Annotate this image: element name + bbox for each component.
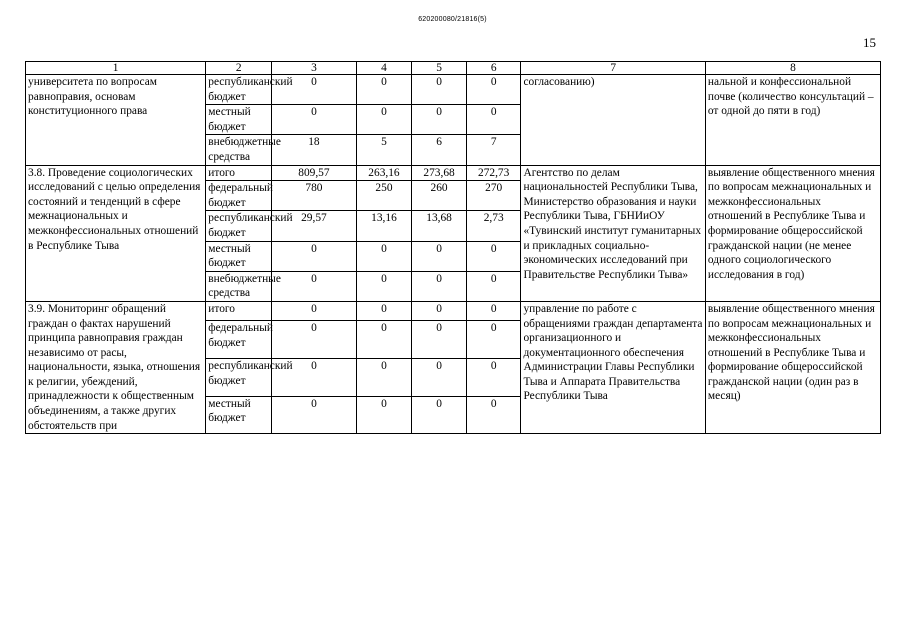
value-cell: 0 bbox=[466, 241, 521, 271]
value-cell: 0 bbox=[356, 358, 412, 396]
activity-cell: университета по вопросам равноправия, основам конституционного права bbox=[26, 75, 206, 166]
column-number: 4 bbox=[356, 62, 412, 75]
value-cell: 0 bbox=[466, 358, 521, 396]
table-row bbox=[26, 165, 881, 181]
value-cell: 0 bbox=[272, 241, 356, 271]
program-table bbox=[25, 61, 881, 434]
result-cell: выявление общественного мнения по вопросам межнациональных и межконфессиональных отношений в Республике Тыва и формирование общероссийской гражданской нации (один раз в месяц) bbox=[705, 301, 880, 433]
value-cell: 18 bbox=[272, 135, 356, 165]
value-cell: 0 bbox=[412, 241, 467, 271]
column-number: 1 bbox=[26, 62, 206, 75]
result-cell: выявление общественного мнения по вопросам межнациональных и межконфессиональных отношений в Республике Тыва и формирование общероссийской гражданской нации (не менее одного социологического исследования в год) bbox=[705, 165, 880, 301]
value-cell: 273,68 bbox=[412, 165, 467, 181]
funding-source: местный бюджет bbox=[206, 241, 272, 271]
value-cell: 272,73 bbox=[466, 165, 521, 181]
value-cell: 29,57 bbox=[272, 211, 356, 241]
value-cell: 0 bbox=[356, 241, 412, 271]
executor-cell: Агентство по делам национальностей Республики Тыва, Министерство образования и науки Республики Тыва, ГБНИиОУ «Тувинский институт гуманитарных и прикладных социально-экономических исследований при Правительстве Республики Тыва» bbox=[521, 165, 705, 301]
value-cell: 0 bbox=[272, 301, 356, 320]
value-cell: 0 bbox=[272, 75, 356, 105]
funding-source: федеральный бюджет bbox=[206, 181, 272, 211]
value-cell: 5 bbox=[356, 135, 412, 165]
value-cell: 13,16 bbox=[356, 211, 412, 241]
executor-cell: согласованию) bbox=[521, 75, 705, 166]
funding-source: республиканский бюджет bbox=[206, 75, 272, 105]
column-number: 7 bbox=[521, 62, 705, 75]
page-number: 15 bbox=[863, 35, 876, 50]
value-cell: 0 bbox=[272, 358, 356, 396]
value-cell: 0 bbox=[412, 321, 467, 359]
funding-source: внебюджетные средства bbox=[206, 135, 272, 165]
value-cell: 0 bbox=[466, 75, 521, 105]
value-cell: 0 bbox=[272, 105, 356, 135]
document-id: 620200080/21816(5) bbox=[418, 16, 487, 23]
column-numbers-row bbox=[26, 62, 881, 75]
value-cell: 809,57 bbox=[272, 165, 356, 181]
value-cell: 270 bbox=[466, 181, 521, 211]
funding-source: местный бюджет bbox=[206, 105, 272, 135]
value-cell: 6 bbox=[412, 135, 467, 165]
value-cell: 2,73 bbox=[466, 211, 521, 241]
value-cell: 0 bbox=[356, 321, 412, 359]
value-cell: 260 bbox=[412, 181, 467, 211]
value-cell: 0 bbox=[356, 396, 412, 434]
value-cell: 0 bbox=[272, 271, 356, 301]
value-cell: 0 bbox=[412, 301, 467, 320]
funding-source: республиканский бюджет bbox=[206, 211, 272, 241]
funding-source: внебюджетные средства bbox=[206, 271, 272, 301]
value-cell: 0 bbox=[412, 105, 467, 135]
value-cell: 0 bbox=[356, 271, 412, 301]
value-cell: 0 bbox=[356, 301, 412, 320]
value-cell: 263,16 bbox=[356, 165, 412, 181]
value-cell: 250 bbox=[356, 181, 412, 211]
value-cell: 0 bbox=[466, 321, 521, 359]
value-cell: 0 bbox=[466, 271, 521, 301]
funding-source: федеральный бюджет bbox=[206, 321, 272, 359]
table-row bbox=[26, 75, 881, 105]
value-cell: 0 bbox=[412, 396, 467, 434]
value-cell: 0 bbox=[466, 105, 521, 135]
value-cell: 0 bbox=[412, 271, 467, 301]
funding-source: итого bbox=[206, 165, 272, 181]
value-cell: 7 bbox=[466, 135, 521, 165]
funding-source: итого bbox=[206, 301, 272, 320]
executor-cell: управление по работе с обращениями граждан департамента организационного и документационного обеспечения Администрации Главы Республики Тыва и Аппарата Правительства Республики Тыва bbox=[521, 301, 705, 433]
activity-cell: 3.8. Проведение социологических исследований с целью определения состояний и тенденций в сфере межнациональных и межконфессиональных отношений в Республике Тыва bbox=[26, 165, 206, 301]
column-number: 8 bbox=[705, 62, 880, 75]
table-row bbox=[26, 301, 881, 320]
funding-source: республиканский бюджет bbox=[206, 358, 272, 396]
result-cell: нальной и конфессиональной почве (количество консультаций – от одной до пяти в год) bbox=[705, 75, 880, 166]
value-cell: 0 bbox=[272, 321, 356, 359]
value-cell: 0 bbox=[466, 301, 521, 320]
value-cell: 0 bbox=[412, 75, 467, 105]
column-number: 6 bbox=[466, 62, 521, 75]
column-number: 3 bbox=[272, 62, 356, 75]
value-cell: 780 bbox=[272, 181, 356, 211]
column-number: 2 bbox=[206, 62, 272, 75]
value-cell: 13,68 bbox=[412, 211, 467, 241]
value-cell: 0 bbox=[272, 396, 356, 434]
value-cell: 0 bbox=[356, 75, 412, 105]
value-cell: 0 bbox=[356, 105, 412, 135]
activity-cell: 3.9. Мониторинг обращений граждан о фактах нарушений принципа равноправия граждан независимо от расы, национальности, языка, отношения к религии, убеждений, принадлежности к общественным объединениям, а также других обстоятельств при bbox=[26, 301, 206, 433]
value-cell: 0 bbox=[412, 358, 467, 396]
funding-source: местный бюджет bbox=[206, 396, 272, 434]
value-cell: 0 bbox=[466, 396, 521, 434]
column-number: 5 bbox=[412, 62, 467, 75]
